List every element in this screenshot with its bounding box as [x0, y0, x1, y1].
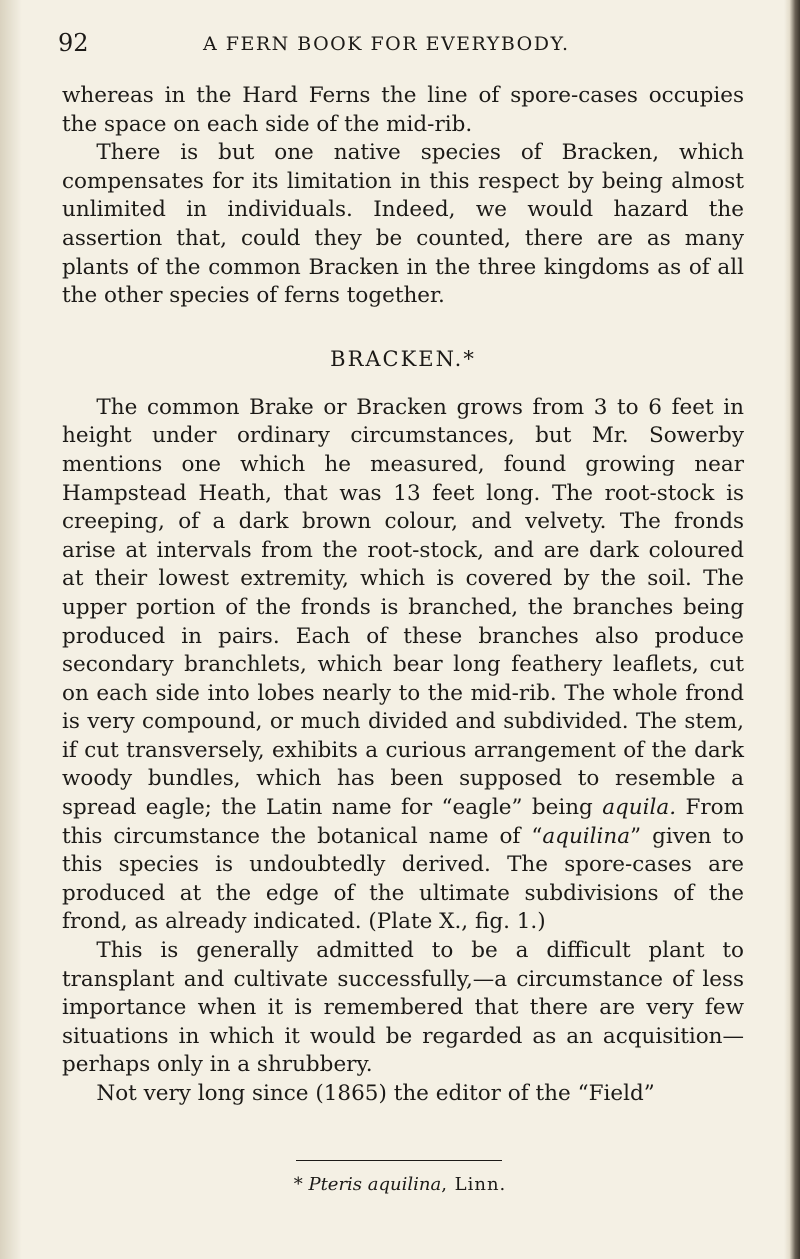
page-edge-shadow	[784, 0, 800, 1259]
paragraph-transplant: This is generally admitted to be a difficult plant to transplant and cultivate successfully,—a circumstance of less importance when it is remembered that there are very few situations in which it would be regarded as an acquisition—perhaps only in a shrubbery.	[62, 938, 744, 1078]
footnote-species: Pteris aquilina	[308, 1174, 442, 1195]
footnote-marker: *	[293, 1174, 309, 1195]
paragraph-text: ” given to this species is undoubtedly derived. The spore-cases are produced at the edge of the ultimate subdivisions of the frond, as already indicated. (Plate X., fig. 1.)	[62, 823, 744, 935]
paragraph-bracken-species: There is but one native species of Bracken, which compensates for its limitation in this respect by being almost unlimited in individuals. Indeed, we would hazard the assertion that, could they be counted, there are as many plants of the common Bracken in the three kingdoms as of all the other species of ferns together.	[62, 140, 744, 309]
body-text	[62, 82, 744, 1109]
running-header	[58, 28, 746, 58]
paragraph-field-editor: Not very long since (1865) the editor of the “Field”	[96, 1081, 655, 1106]
footnote-authority: , Linn.	[441, 1174, 507, 1195]
section-heading-bracken: BRACKEN.*	[330, 346, 476, 371]
page-gutter-shadow	[0, 0, 22, 1259]
latin-word-aquila: aquila.	[602, 795, 677, 821]
page-number: 92	[58, 29, 89, 57]
paragraph-text: From this circumstance the botanical name of “	[62, 795, 744, 849]
latin-word-aquilina: aquilina	[542, 823, 631, 849]
footnote	[0, 1172, 800, 1198]
running-title: A FERN BOOK FOR EVERYBODY.	[203, 33, 570, 55]
paragraph-bracken-description	[62, 394, 744, 937]
paragraph-continued: whereas in the Hard Ferns the line of spore-cases occupies the space on each side of the mid-rib.	[62, 83, 744, 137]
paragraph-text: The common Brake or Bracken grows from 3 to 6 feet in height under ordinary circumstances, but Mr. Sowerby mentions one which he measured, found growing near Hampstead Heath, that was 13 feet long. The root-stock is creeping, of a dark brown colour, and velvety. The fronds arise at intervals from the root-stock, and are dark coloured at their lowest extremity, which is covered by the soil. The upper portion of the fronds is branched, the branches being produced in pairs. Each of these branches also produce secondary branchlets, which bear long feathery leaflets, cut on each side into lobes nearly to the mid-rib. The whole frond is very compound, or much divided and subdivided. The stem, if cut transversely, exhibits a curious arrangement of the dark woody bundles, which has been supposed to resemble a spread eagle; the Latin name for “eagle” being	[62, 394, 744, 821]
footnote-divider	[296, 1160, 502, 1161]
